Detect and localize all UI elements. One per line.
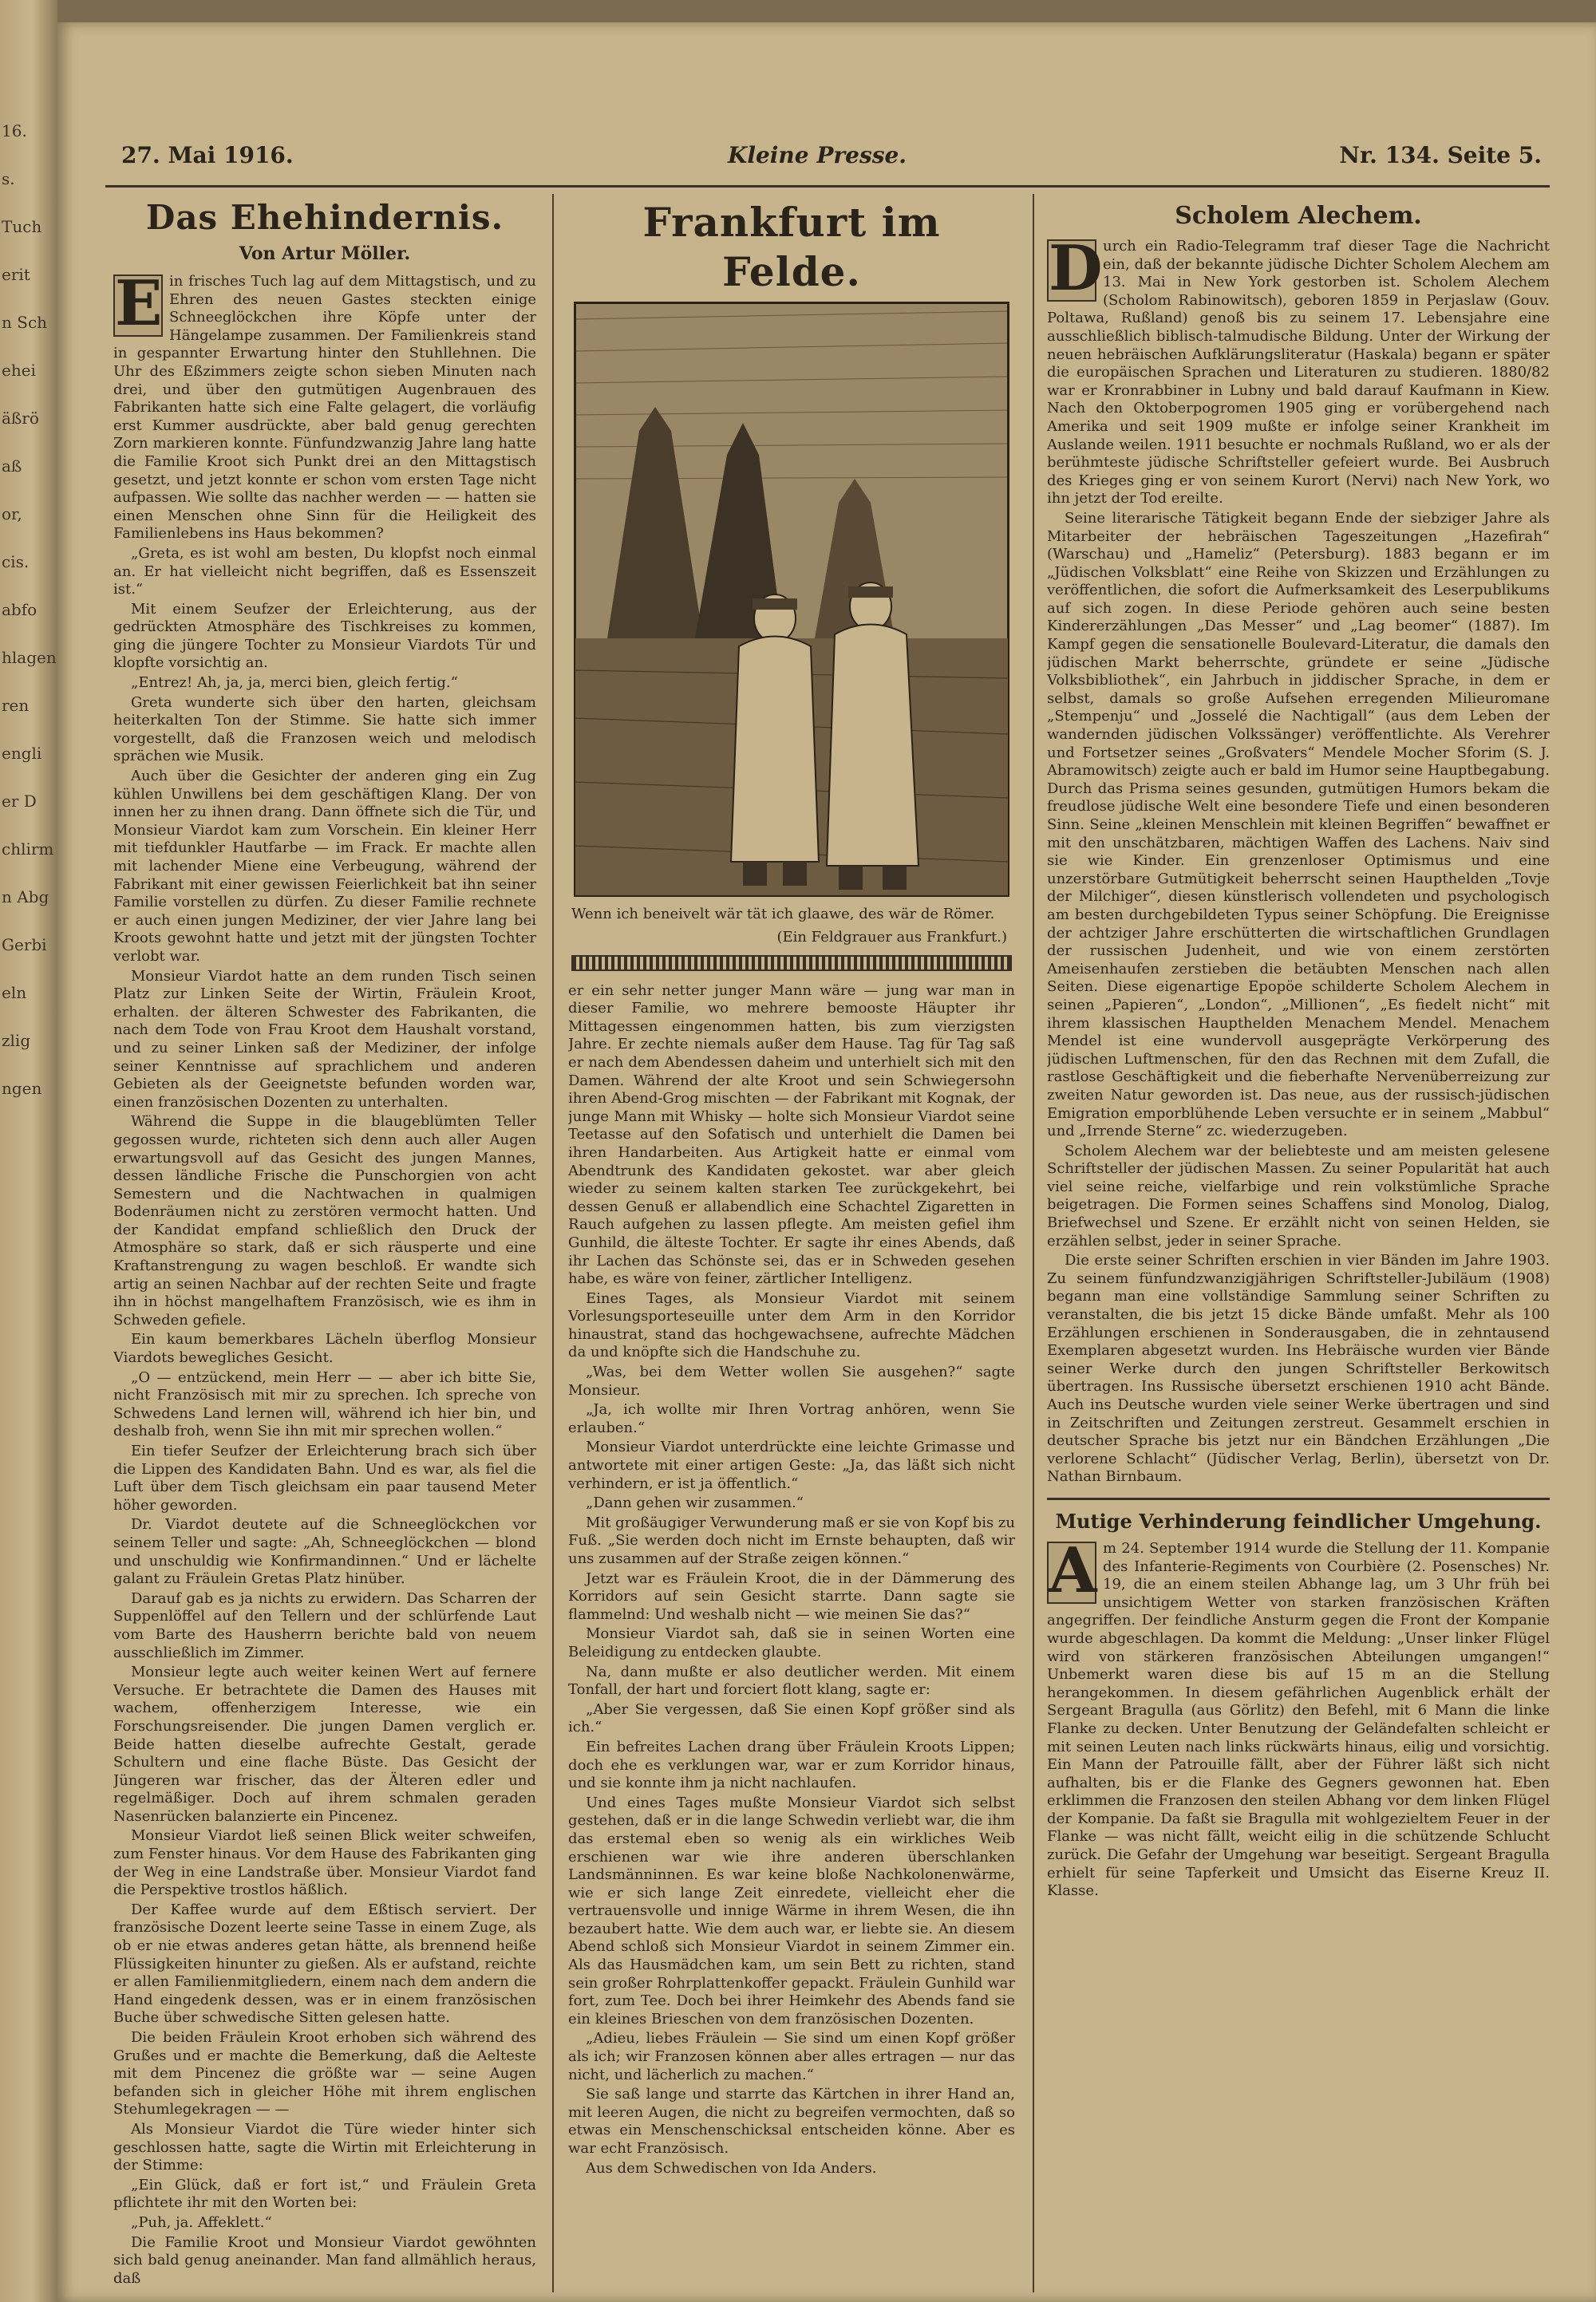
paragraph: „Was, bei dem Wetter wollen Sie ausgehen?“ sagte Monsieur. <box>568 1364 1015 1399</box>
column-3 <box>1047 198 1550 2296</box>
edge-fragment: er D <box>2 792 37 811</box>
edge-fragment: s. <box>2 169 15 188</box>
article-body <box>1047 232 1550 1487</box>
illustration-soldiers <box>574 302 1009 897</box>
article-body <box>1047 1534 1550 1901</box>
paragraph: in frisches Tuch lag auf dem Mittagstisch, und zu Ehren des neuen Gastes steckten einige Schneeglöckchen ihre Köpfe unter der Hängelampe zusammen. Der Familienkreis stand in gespannter Erwartung hinter den Stuhllehnen. Die Uhr des Eßzimmers zeigte schon sieben Minuten nach drei, und über den gutmütigen Augenbrauen des Fabrikanten hatte sich eine Falte gelagert, die vorläufig erst Kummer ausdrückte, aber bald genug gerechten Zorn markieren konnte. Fünfundzwanzig Jahre lang hatte die Familie Kroot sich Punkt drei an den Mittagstisch gesetzt, und jetzt konnte er schon vom ersten Tage nicht aufpassen. Wie sollte das nachher werden — — hatten sie einen Menschen ohne Sinn für die Heiligkeit des Familienlebens ins Haus bekommen? <box>113 273 536 543</box>
ornamental-divider <box>571 955 1012 971</box>
paragraph: „Greta, es ist wohl am besten, Du klopfst noch einmal an. Er hat vielleicht nicht begriffen, daß es Essenszeit ist.“ <box>113 544 536 598</box>
previous-page-edge <box>0 0 57 2302</box>
column-rule <box>1033 194 1034 2292</box>
paragraph: Als Monsieur Viardot die Türe wieder hinter sich geschlossen hatte, sagte die Wirtin mit Erleichterung in der Stimme: <box>113 2120 536 2174</box>
article-body <box>113 267 536 2288</box>
paragraph: Mit großäugiger Verwunderung maß er sie von Kopf bis zu Fuß. „Sie werden doch nicht im Ernste behaupten, daß wir uns zusammen auf der Straße zeigen können.“ <box>568 1514 1015 1567</box>
issue-date: 27. Mai 1916. <box>121 142 294 168</box>
paragraph: „O — entzückend, mein Herr — — aber ich bitte Sie, nicht Französisch mit mir zu sprechen. Ich spreche von Schwedens Land lernen will, während ich hier bin, und deshalb froh, wenn Sie ihn mit mir sprechen wollen.“ <box>113 1368 536 1440</box>
paragraph: Na, dann mußte er also deutlicher werden. Mit einem Tonfall, der hart und forciert flott klang, sagte er: <box>568 1663 1015 1699</box>
paragraph: „Entrez! Ah, ja, ja, merci bien, gleich fertig.“ <box>131 674 458 692</box>
paragraph: „Ein Glück, daß er fort ist,“ und Fräulein Greta pflichtete ihr mit den Worten bei: <box>113 2176 536 2212</box>
edge-fragment: ren <box>2 696 30 715</box>
issue-number: Nr. 134. Seite 5. <box>1339 142 1542 168</box>
caption-source: (Ein Feldgrauer aus Frankfurt.) <box>776 929 1007 946</box>
article-title: Das Ehehindernis. <box>145 198 504 237</box>
paragraph: Monsieur Viardot unterdrückte eine leichte Grimasse und antwortete mit einer artigen Geste: „Ja, das läßt sich nicht verhindern, er ist ja öffentlich.“ <box>568 1439 1015 1492</box>
edge-fragment: or, <box>2 504 22 523</box>
paragraph: urch ein Radio-Telegramm traf dieser Tage die Nachricht ein, daß der bekannte jüdische Dichter Scholem Alechem am 13. Mai in New York gestorben ist. Scholem Alechem (Scholom Rabinowitsch), geboren 1859 in Perjaslaw (Gouv. Poltawa, Rußland) genoß bis zu seinem 17. Lebensjahre eine ausschließlich biblisch-talmudische Bildung. Unter der Wirkung der neuen hebräischen Aufklärungsliteratur (Haskala) begann er später die europäischen Sprachen und Literaturen zu studieren. 1880/82 war er Kronrabbiner in Lubny und bald darauf Kaufmann in Kiew. Nach den Oktoberpogromen 1905 ging er vorübergehend nach Amerika und seit 1909 mußte er infolge seiner Krankheit im Auslande weilen. 1911 besuchte er nochmals Rußland, wo er als der berühmteste jüdische Schriftsteller gefeiert wurde. Bei Ausbruch des Krieges ging er von seinem Kurort (Nervi) nach New York, wo ihn jetzt der Tod ereilte. <box>1047 238 1550 507</box>
edge-fragment: aß <box>2 456 22 476</box>
column-1 <box>113 198 536 2296</box>
edge-fragment: Gerbi <box>2 935 47 954</box>
paragraph: m 24. September 1914 wurde die Stellung der 11. Kompanie des Infanterie-Regiments von Courbière (2. Posensches) Nr. 19, die an einem steilen Abhange lag, um 3 Uhr früh bei unsichtigem Wetter von starken französischen Kräften angegriffen. Der feindliche Ansturm gegen die Front der Kompanie wurde abgeschlagen. Da kommt die Meldung: „Unser linker Flügel wird von stärkeren französischen Abteilungen umgangen!“ Unbemerkt waren diese bis auf 15 m an die Stellung herangekommen. In diesem gefährlichen Augenblick erhält der Sergeant Bragulla (aus Görlitz) den Befehl, mit 6 Mann die linke Flanke zu decken. Unter Benutzung der Geländefalten schleicht er mit seinen Leuten nach links rückwärts hinaus, eilig und vorsichtig. Ein Mann der Patrouille fällt, aber der Führer läßt sich nicht aufhalten, bis er die Flanke des Gegners gewonnen hat. Eben erklimmen die Franzosen den steilen Abhang vor dem linken Flügel der Kompanie. Da faßt sie Bragulla mit wohlgezieltem Feuer in der Flanke — was nicht fällt, weicht eilig in die schützende Schlucht zurück. Die Gefahr der Umgehung war beseitigt. Sergeant Bragulla erhielt für seine Tapferkeit und Umsicht das Eiserne Kreuz II. Klasse. <box>1047 1539 1550 1900</box>
drop-cap: D <box>1049 232 1103 305</box>
edge-fragment: eln <box>2 983 27 1002</box>
article-body <box>568 982 1015 2178</box>
header-rule <box>105 185 1550 188</box>
article-separator <box>1047 1498 1550 1500</box>
paragraph: Ein kaum bemerkbares Lächeln überflog Monsieur Viardots bewegliches Gesicht. <box>113 1331 536 1367</box>
edge-fragment: abfo <box>2 600 38 619</box>
paragraph: „Ja, ich wollte mir Ihren Vortrag anhören, wenn Sie erlauben.“ <box>568 1401 1015 1436</box>
edge-fragment: zlig <box>2 1031 31 1050</box>
illustration-caption: Wenn ich beneivelt wär tät ich glaawe, des wär de Römer. <box>571 906 995 922</box>
edge-fragment: n Abg <box>2 887 49 906</box>
paragraph: Darauf gab es ja nichts zu erwidern. Das Scharren der Suppenlöffel auf den Tellern und der schlürfende Laut vom Barte des Hausherrn berichte bald von neuem ausschließlich im Zimmer. <box>113 1589 536 1661</box>
paragraph: Die beiden Fräulein Kroot erhoben sich während des Grußes und er machte die Bemerkung, daß die Aelteste mit dem Pincenez die größte war — seine Augen befanden sich in gleicher Höhe mit ihrem englischen Stehumlegekragen — — <box>113 2029 536 2118</box>
edge-fragment: Tuch <box>2 217 42 236</box>
edge-fragment: ehei <box>2 361 36 380</box>
paragraph: „Dann gehen wir zusammen.“ <box>586 1495 804 1512</box>
paragraph: Sie saß lange und starrte das Kärtchen in ihrer Hand an, mit leeren Augen, die nicht zu begreifen vermochten, daß so etwas ein Menschenschicksal entscheiden könne. Aber es war echt Französisch. <box>568 2086 1015 2157</box>
newspaper-name: Kleine Presse. <box>728 142 907 168</box>
paragraph: Der Kaffee wurde auf dem Eßtisch serviert. Der französische Dozent leerte seine Tasse in einem Zuge, als ob er nie etwas anderes getan hätte, als brennend heiße Flüssigkeiten hinunter zu gießen. Als er aufstand, reichte er allen Familienmitgliedern, einem nach dem andern die Hand eingedenk dessen, was er in einem französischen Buche über schwedische Sitten gelesen hatte. <box>113 1901 536 2027</box>
paragraph: Ein tiefer Seufzer der Erleichterung brach sich über die Lippen des Kandidaten Bahn. Und es war, als fiel die Luft über dem Tisch gleichsam ein paar tausend Meter höher geworden. <box>113 1443 536 1514</box>
edge-fragment: 16. <box>2 121 27 140</box>
paragraph: Und eines Tages mußte Monsieur Viardot sich selbst gestehen, daß er in die lange Schwedin verliebt war, die ihm das erstemal eben so wenig als ein wirkliches Weib erschienen war wie ihre anderen überschlanken Landsmänninnen. Es war keine bloße Nachkolonenwärme, wie er sich lange Zeit einredete, vielleicht eher die vertrauensvolle und innige Wärme in ihrem Wesen, die ihn bezaubert hatte. Wie dem auch war, er liebte sie. An diesem Abend schloß sich Monsieur Viardot in seinem Zimmer ein. Als das Hausmädchen kam, um sein Bett zu richten, stand sein großer Rohrplattenkoffer gepackt. Fräulein Gunhild war fort, zum Tee. Doch bei ihrer Heimkehr des Abends fand sie ein kleines Brieschen von dem französischen Dozenten. <box>568 1794 1015 2028</box>
drop-cap: A <box>1049 1534 1097 1607</box>
paragraph: er ein sehr netter junger Mann wäre — jung war man in dieser Familie, wo mehrere bemooste Häupter ihr Mittagessen eingenommen hatten, bis zum vierzigsten Jahre. Er zechte niemals außer dem Hause. Tag für Tag saß er nach dem Abendessen daheim und unterhielt sich mit den Damen. Während der alte Kroot und sein Schwiegersohn ihren Abend-Grog mischten — der Fabrikant mit Kognak, der junge Mann mit Whisky — holte sich Monsieur Viardot seine Teetasse auf den Sofatisch und unterhielt die Damen bei ihren Handarbeiten. Aus Artigkeit hatte er einmal vom Abendtrunk des Kandidaten gekostet. war aber gleich wieder zu seinem kalten starken Tee zurückgekehrt, bei dessen Genuß er allabendlich eine Schachtel Zigaretten in Rauch aufgehen zu lassen pflegte. Am meisten gefiel ihm Gunhild, die älteste Tochter. Er sagte ihr eines Abends, daß ihr Lachen das Schönste sei, das er in Schweden gesehen habe, es wäre von feiner, zärtlicher Intelligenz. <box>568 981 1015 1288</box>
edge-fragment: engli <box>2 744 42 763</box>
edge-fragment: äßrö <box>2 409 39 428</box>
paragraph: „Adieu, liebes Fräulein — Sie sind um einen Kopf größer als ich; wir Franzosen können aber alles ertragen — nur das nicht, und lächerlich zu machen.“ <box>568 2030 1015 2083</box>
paragraph: Ein befreites Lachen drang über Fräulein Kroots Lippen; doch ehe es verklungen war, war er zum Korridor hinaus, und sie konnte ihm ja nicht nachlaufen. <box>568 1738 1015 1792</box>
column-2 <box>568 198 1015 2296</box>
paragraph: Während die Suppe in die blaugeblümten Teller gegossen wurde, richteten sich denn auch aller Augen erwartungsvoll auf das Gesicht des jungen Mannes, dessen ländliche Frische die Punschorgien von acht Semestern und die Nachtwachen in qualmigen Bodenräumen nicht zu zerstören vermocht hatten. Und der Kandidat empfand schließlich den Druck der Atmosphäre so stark, daß er sich räusperte und eine Kraftanstrengung zu wagen beschloß. Er wandte sich artig an seinen Nachbar auf der rechten Seite und fragte ihn in höchst mangelhaftem Französisch, wie es ihm in Schweden gefiele. <box>113 1113 536 1329</box>
edge-fragment: cis. <box>2 552 30 571</box>
newspaper-page <box>57 22 1596 2302</box>
drop-cap: E <box>115 267 163 340</box>
paragraph: Monsieur legte auch weiter keinen Wert auf fernere Versuche. Er betrachtete die Damen des Hauses mit wachem, offenherzigem Interesse, wie ein Forschungsreisender. Die jungen Damen verglich er. Beide hatten dieselbe aufrechte Gestalt, gerade Schultern und eine flache Büste. Das Gesicht der Jüngeren war frischer, das der Älteren edler und regelmäßiger. Doch auf ihrem schmalen geraden Nasenrücken balanzierte ein Pincenez. <box>113 1664 536 1825</box>
edge-fragment: chlirm <box>2 839 54 859</box>
paragraph: Dr. Viardot deutete auf die Schneeglöckchen vor seinem Teller und sagte: „Ah, Schneeglöckchen — blond und unschuldig wie Konfirmandinnen.“ Und er lächelte galant zu Fräulein Gretas Platz hinüber. <box>113 1516 536 1588</box>
paragraph: Greta wunderte sich über den harten, gleichsam heiterkalten Ton der Stimme. Sie hatte sich immer vorgestellt, daß die Franzosen weich und melodisch sprächen wie Musik. <box>113 693 536 765</box>
edge-fragment: hlagen <box>2 648 57 667</box>
paragraph: Die erste seiner Schriften erschien in vier Bänden im Jahre 1903. Zu seinem fünfundzwanzigjährigen Schriftsteller-Jubiläum (1908) begann man eine vollständige Sammlung seiner Schriften zu veranstalten, die bis jetzt 15 dicke Bände umfaßt. Mehr als 100 Erzählungen erschienen in Sonderausgaben, die in zehntausend Exemplaren abgesetzt wurden. Ins Hebräische wurden vier Bände seiner Werke durch den jungen Schriftsteller Berkowitsch übertragen. Ins Russische übersetzt erschienen 1910 acht Bände. Auch ins Deutsche wurden viele seiner Werke übertragen und sind in Zeitschriften und Zeitungen zerstreut. Gesammelt erschien in deutscher Sprache bis jetzt nur ein Bändchen Erzählungen „Die verlorene Schlacht“ (Jüdischer Verlag, Berlin), übersetzt von Dr. Nathan Birnbaum. <box>1047 1252 1550 1486</box>
paragraph: „Puh, ja. Affeklett.“ <box>131 2213 272 2231</box>
paragraph: Monsieur Viardot sah, daß sie in seinen Worten eine Beleidigung zu entdecken glaubte. <box>568 1625 1015 1660</box>
article-byline: Von Artur Möller. <box>239 243 411 264</box>
edge-fragment: n Sch <box>2 313 48 332</box>
masthead <box>105 142 1542 180</box>
paragraph: Seine literarische Tätigkeit begann Ende der siebziger Jahre als Mitarbeiter der hebräischen Tageszeitungen „Hazefirah“ (Warschau) und „Hameliz“ (Petersburg). 1883 begann er im „Jüdischen Volksblatt“ eine Reihe von Skizzen und Erzählungen zu veröffentlichen, die sofort die Aufmerksamkeit des Leserpublikums auf sich zogen. In diese Periode gehören auch seine besten Kindererzählungen „Das Messer“ und „Lag beomer“ (1887). Im Kampf gegen die sensationelle Boulevard-Literatur, die damals den jüdischen Markt beherrschte, gründete er seine „Jüdische Volksbibliothek“, ein Jahrbuch in jiddischer Sprache, in dem er selbst, damals so große Aufsehen erregenden Milieuromane „Stempenju“ und „Josselé die Nachtigall“ (aus dem Leben der wandernden jüdischen Volkssänger) veröffentlichte. Als Verehrer und Fortsetzer seines „Großvaters“ Mendele Mocher Sforim (S. J. Abramowitsch) zeigte auch er bald im Humor seine Hauptbegabung. Durch das Prisma seines gesunden, gutmütigen Humors bekam die freudlose jüdische Welt eine besondere Tiefe und einen besonderen Sinn. Seine „kleinen Menschlein mit kleinen Begriffen“ bewaffnet er mit den unschätzbaren, mächtigen Waffen des Lachens. Naiv sind sie wie Kinder. Ein grenzenloser Optimismus und eine unzerstörbare Gutmütigkeit beherrscht seinen Haupthelden „Tovje der Milchiger“, diesen künstlerisch vollendeten und psychologisch am besten durchgebildeten Typus seiner Schöpfung. Die Ereignisse der achtziger Jahre erschütterten die wirtschaftlichen Grundlagen der russischen Judenheit, und wie von einem zerstörten Ameisenhaufen zerstieben die betäubten Menschen nach allen Seiten. Diese eigenartige Epopöe schilderte Scholem Alechem in seinen „Papieren“, „London“, „Millionen“, „Es fiedelt nicht“ mit ihrem klassischen Haupthelden Menachem Mendel. Menachem Mendel ist eine wundervoll ausgeprägte Verkörperung des jüdischen Luftmenschen, für den das Rechnen mit dem Zufall, die rastlose Geschäftigkeit und die fieberhafte Nervenüberreizung zur zweiten Natur geworden ist. Das neue, aus der russisch-jüdischen Emigration emporblühende Leben versuchte er in seinem „Mabbul“ und „Irrende Sterne“ zc. wiederzugeben. <box>1047 509 1550 1140</box>
article-title: Scholem Alechem. <box>1175 202 1422 230</box>
article-title: Frankfurt im Felde. <box>642 199 941 295</box>
soldiers-drawing <box>575 303 1008 895</box>
paragraph: Jetzt war es Fräulein Kroot, die in der Dämmerung des Korridors auf sein Gesicht starrte. Dann sagte sie flammelnd: Und weshalb nicht — wie meinen Sie das?“ <box>568 1570 1015 1623</box>
paragraph: Aus dem Schwedischen von Ida Anders. <box>586 2159 877 2177</box>
paragraph: Eines Tages, als Monsieur Viardot mit seinem Vorlesungsporteseuille unter dem Arm in den Korridor hinaustrat, stand das hochgewachsene, aufrechte Mädchen da und knöpfte sich die Handschuhe zu. <box>568 1289 1015 1361</box>
paragraph: Monsieur Viardot hatte an dem runden Tisch seinen Platz zur Linken Seite der Wirtin, Fräulein Kroot, erhalten. der älteren Schwester des Fabrikanten, die nach dem Tode von Frau Kroot dem Haushalt vorstand, und zu seiner Linken saß der Mediziner, der infolge seiner Kenntnisse auf sprachlichem und anderen Gebieten als der Geeignetste befunden worden war, einen französischen Dozenten zu unterhalten. <box>113 967 536 1111</box>
article-title: Mutige Verhinderung feindlicher Umgehung. <box>1055 1509 1542 1533</box>
paragraph: „Aber Sie vergessen, daß Sie einen Kopf größer sind als ich.“ <box>568 1700 1015 1736</box>
edge-fragment: ngen <box>2 1079 42 1098</box>
edge-fragment: erit <box>2 265 30 284</box>
paragraph: Monsieur Viardot ließ seinen Blick weiter schweifen, zum Fenster hinaus. Vor dem Hause des Fabrikanten ging der Weg in eine Landstraße über. Monsieur Viardot fand die Perspektive trostlos häßlich. <box>113 1827 536 1899</box>
paragraph: Die Familie Kroot und Monsieur Viardot gewöhnten sich bald genug aneinander. Man fand allmählich heraus, daß <box>113 2233 536 2287</box>
column-rule <box>552 194 554 2292</box>
paragraph: Mit einem Seufzer der Erleichterung, aus der gedrückten Atmosphäre des Tischkreises zu kommen, ging die jüngere Tochter zu Monsieur Viardots Tür und klopfte vorsichtig an. <box>113 600 536 672</box>
paragraph: Scholem Alechem war der beliebteste und am meisten gelesene Schriftsteller der jüdischen Massen. Zu seiner Popularität hat auch viel seine reiche, vielfarbige und rein volkstümliche Sprache beigetragen. Die Formen seines Schaffens sind Monolog, Dialog, Briefwechsel und Szene. Er erzählt nicht von seinen Helden, sie erzählen selbst, jeder in seiner Sprache. <box>1047 1142 1550 1250</box>
paragraph: Auch über die Gesichter der anderen ging ein Zug kühlen Unwillens bei dem geschäftigen Klang. Der von innen her zu ihnen drang. Dann öffnete sich die Tür, und Monsieur Viardot kam zum Vorschein. Ein kleiner Herr mit tiefdunkler Hautfarbe — im Frack. Er machte allen mit lachender Miene eine Verbeugung, während der Fabrikant mit einer gewissen Feierlichkeit bat ihn seiner Familie vorstellen zu dürfen. Zu dieser Familie rechnete er auch einen jungen Mediziner, der vier Jahre lang bei Kroots gewohnt hatte und jetzt mit der jüngsten Tochter verlobt war. <box>113 768 536 965</box>
